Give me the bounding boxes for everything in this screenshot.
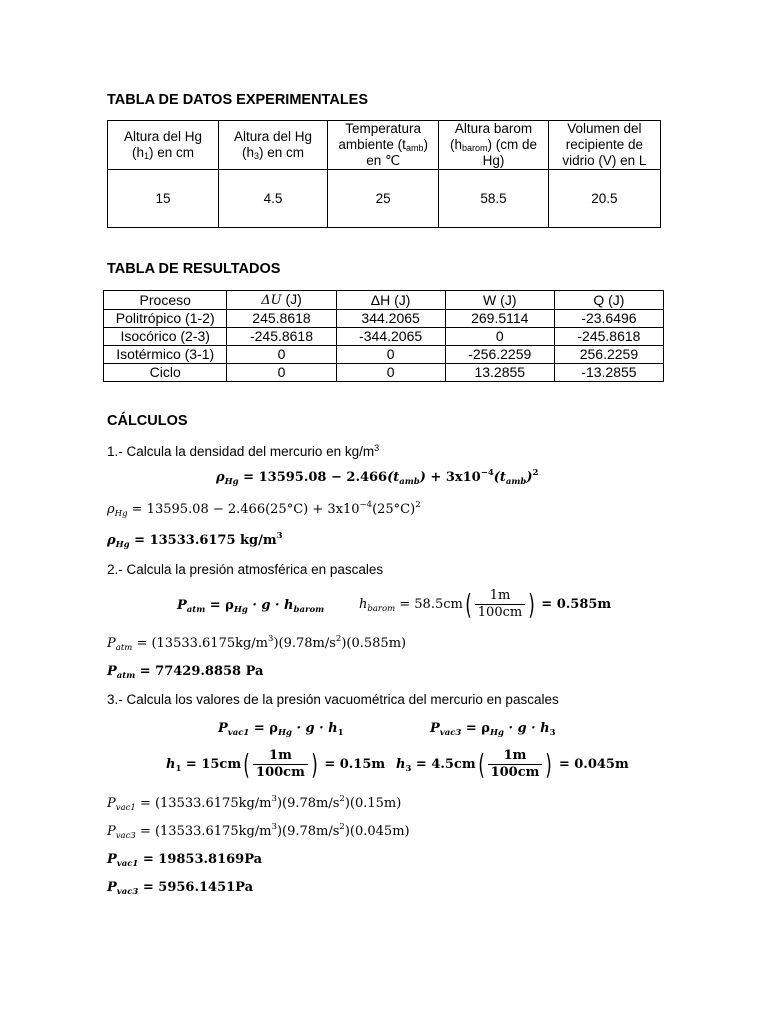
- table-cell: -344.2065: [336, 328, 445, 346]
- table-cell: -245.8618: [227, 328, 336, 346]
- results-table: [103, 290, 664, 382]
- table-row: [104, 346, 664, 364]
- table-row: [104, 364, 664, 382]
- table-cell: 58.5: [439, 170, 548, 228]
- table-cell: -245.8618: [554, 328, 663, 346]
- patm-result: $P_{atm} = 77429.8858$ Pa: [107, 664, 264, 681]
- table-cell: 0: [227, 364, 336, 382]
- table-cell: 256.2259: [554, 346, 663, 364]
- pvac1-result: $P_{vac1} = 19853.8169Pa$: [107, 852, 263, 869]
- header-altura-h3: Altura del Hg $(h_3)$ en cm: [218, 121, 327, 170]
- table-row: [104, 328, 664, 346]
- density-result: $\rho_{Hg} = 13533.6175$ $kg/m^3$: [107, 531, 283, 550]
- table-header-cell: Q (J): [554, 291, 663, 310]
- table-header-cell: ΔH (J): [336, 291, 445, 310]
- header-temperatura: Temperatura ambiente $(t_{amb})$ en ℃: [328, 121, 439, 170]
- pvac1-substitution: $P_{vac1} = (13533.6175kg/m^3)(9.78m/s^2)(0.15m)$: [107, 794, 402, 813]
- table-header-cell: W (J): [445, 291, 554, 310]
- table-cell: -13.2855: [554, 364, 663, 382]
- table-cell: 25: [328, 170, 439, 228]
- density-substitution: $\rho_{Hg} = 13595.08 - 2.466(25^\circ C) + 3x10^{-4}(25^\circ C)^2$: [107, 500, 421, 519]
- table-cell: -23.6496: [554, 310, 663, 328]
- table-cell: Isocórico (2-3): [104, 328, 227, 346]
- table-cell: 0: [336, 346, 445, 364]
- table-cell: 0: [227, 346, 336, 364]
- patm-formula: $P_{atm} = \rho_{Hg} \cdot g \cdot h_{barom}$: [177, 598, 325, 615]
- experimental-data-table: [107, 120, 661, 228]
- table-header-cell: Proceso: [104, 291, 227, 310]
- header-altura-h1: Altura del Hg $(h_1)$ en cm: [108, 121, 219, 170]
- table-row: [104, 291, 664, 310]
- table-cell: 20.5: [548, 170, 660, 228]
- table-cell: Isotérmico (3-1): [104, 346, 227, 364]
- table-cell: 269.5114: [445, 310, 554, 328]
- h3-conversion: $h_3 = 4.5cm$( $\frac{1m}{100cm}$ ) = 0.045m: [396, 747, 629, 781]
- h1-conversion: $h_1 = 15cm$( $\frac{1m}{100cm}$ ) = 0.15m: [166, 747, 386, 781]
- pvac3-result: $P_{vac3} = 5956.1451Pa$: [107, 880, 254, 897]
- header-altura-barom: Altura barom $(h_{barom})$ (cm de Hg): [439, 121, 548, 170]
- table-cell: 15: [108, 170, 219, 228]
- table-header-cell: ΔU (J): [227, 291, 336, 310]
- table-cell: 245.8618: [227, 310, 336, 328]
- density-formula: $\rho_{Hg} = 13595.08 - 2.466(t_{amb}) + 3x10^{-4}(t_{amb})^2$: [216, 468, 539, 487]
- experimental-table-heading: TABLA DE DATOS EXPERIMENTALES: [107, 92, 369, 108]
- question-2: 2.- Calcula la presión atmosférica en pascales: [107, 562, 384, 577]
- table-cell: -256.2259: [445, 346, 554, 364]
- question-1: 1.- Calcula la densidad del mercurio en $kg/m^3$: [107, 443, 380, 459]
- pvac3-formula: $P_{vac3} = \rho_{Hg} \cdot g \cdot h_3$: [430, 721, 556, 738]
- table-cell: 344.2065: [336, 310, 445, 328]
- header-volumen: Volumen del recipiente de vidrio (V) en L: [548, 121, 660, 170]
- table-cell: 0: [445, 328, 554, 346]
- pvac1-formula: $P_{vac1} = \rho_{Hg} \cdot g \cdot h_1$: [218, 721, 344, 738]
- table-row: [104, 310, 664, 328]
- pvac3-substitution: $P_{vac3} = (13533.6175kg/m^3)(9.78m/s^2)(0.045m)$: [107, 822, 410, 841]
- calculations-heading: CÁLCULOS: [107, 413, 188, 429]
- table-cell: 0: [336, 364, 445, 382]
- table-cell: Ciclo: [104, 364, 227, 382]
- hbarom-conversion: $h_{barom} = 58.5cm$( $\frac{1m}{100cm}$ ) = 0.585m: [359, 587, 612, 621]
- question-3: 3.- Calcula los valores de la presión vacuométrica del mercurio en pascales: [107, 692, 559, 707]
- patm-substitution: $P_{atm} = (13533.6175kg/m^3)(9.78m/s^2)(0.585m)$: [107, 634, 407, 653]
- table-cell: 13.2855: [445, 364, 554, 382]
- table-cell: 4.5: [218, 170, 327, 228]
- table-cell: Politrópico (1-2): [104, 310, 227, 328]
- results-table-heading: TABLA DE RESULTADOS: [107, 261, 281, 277]
